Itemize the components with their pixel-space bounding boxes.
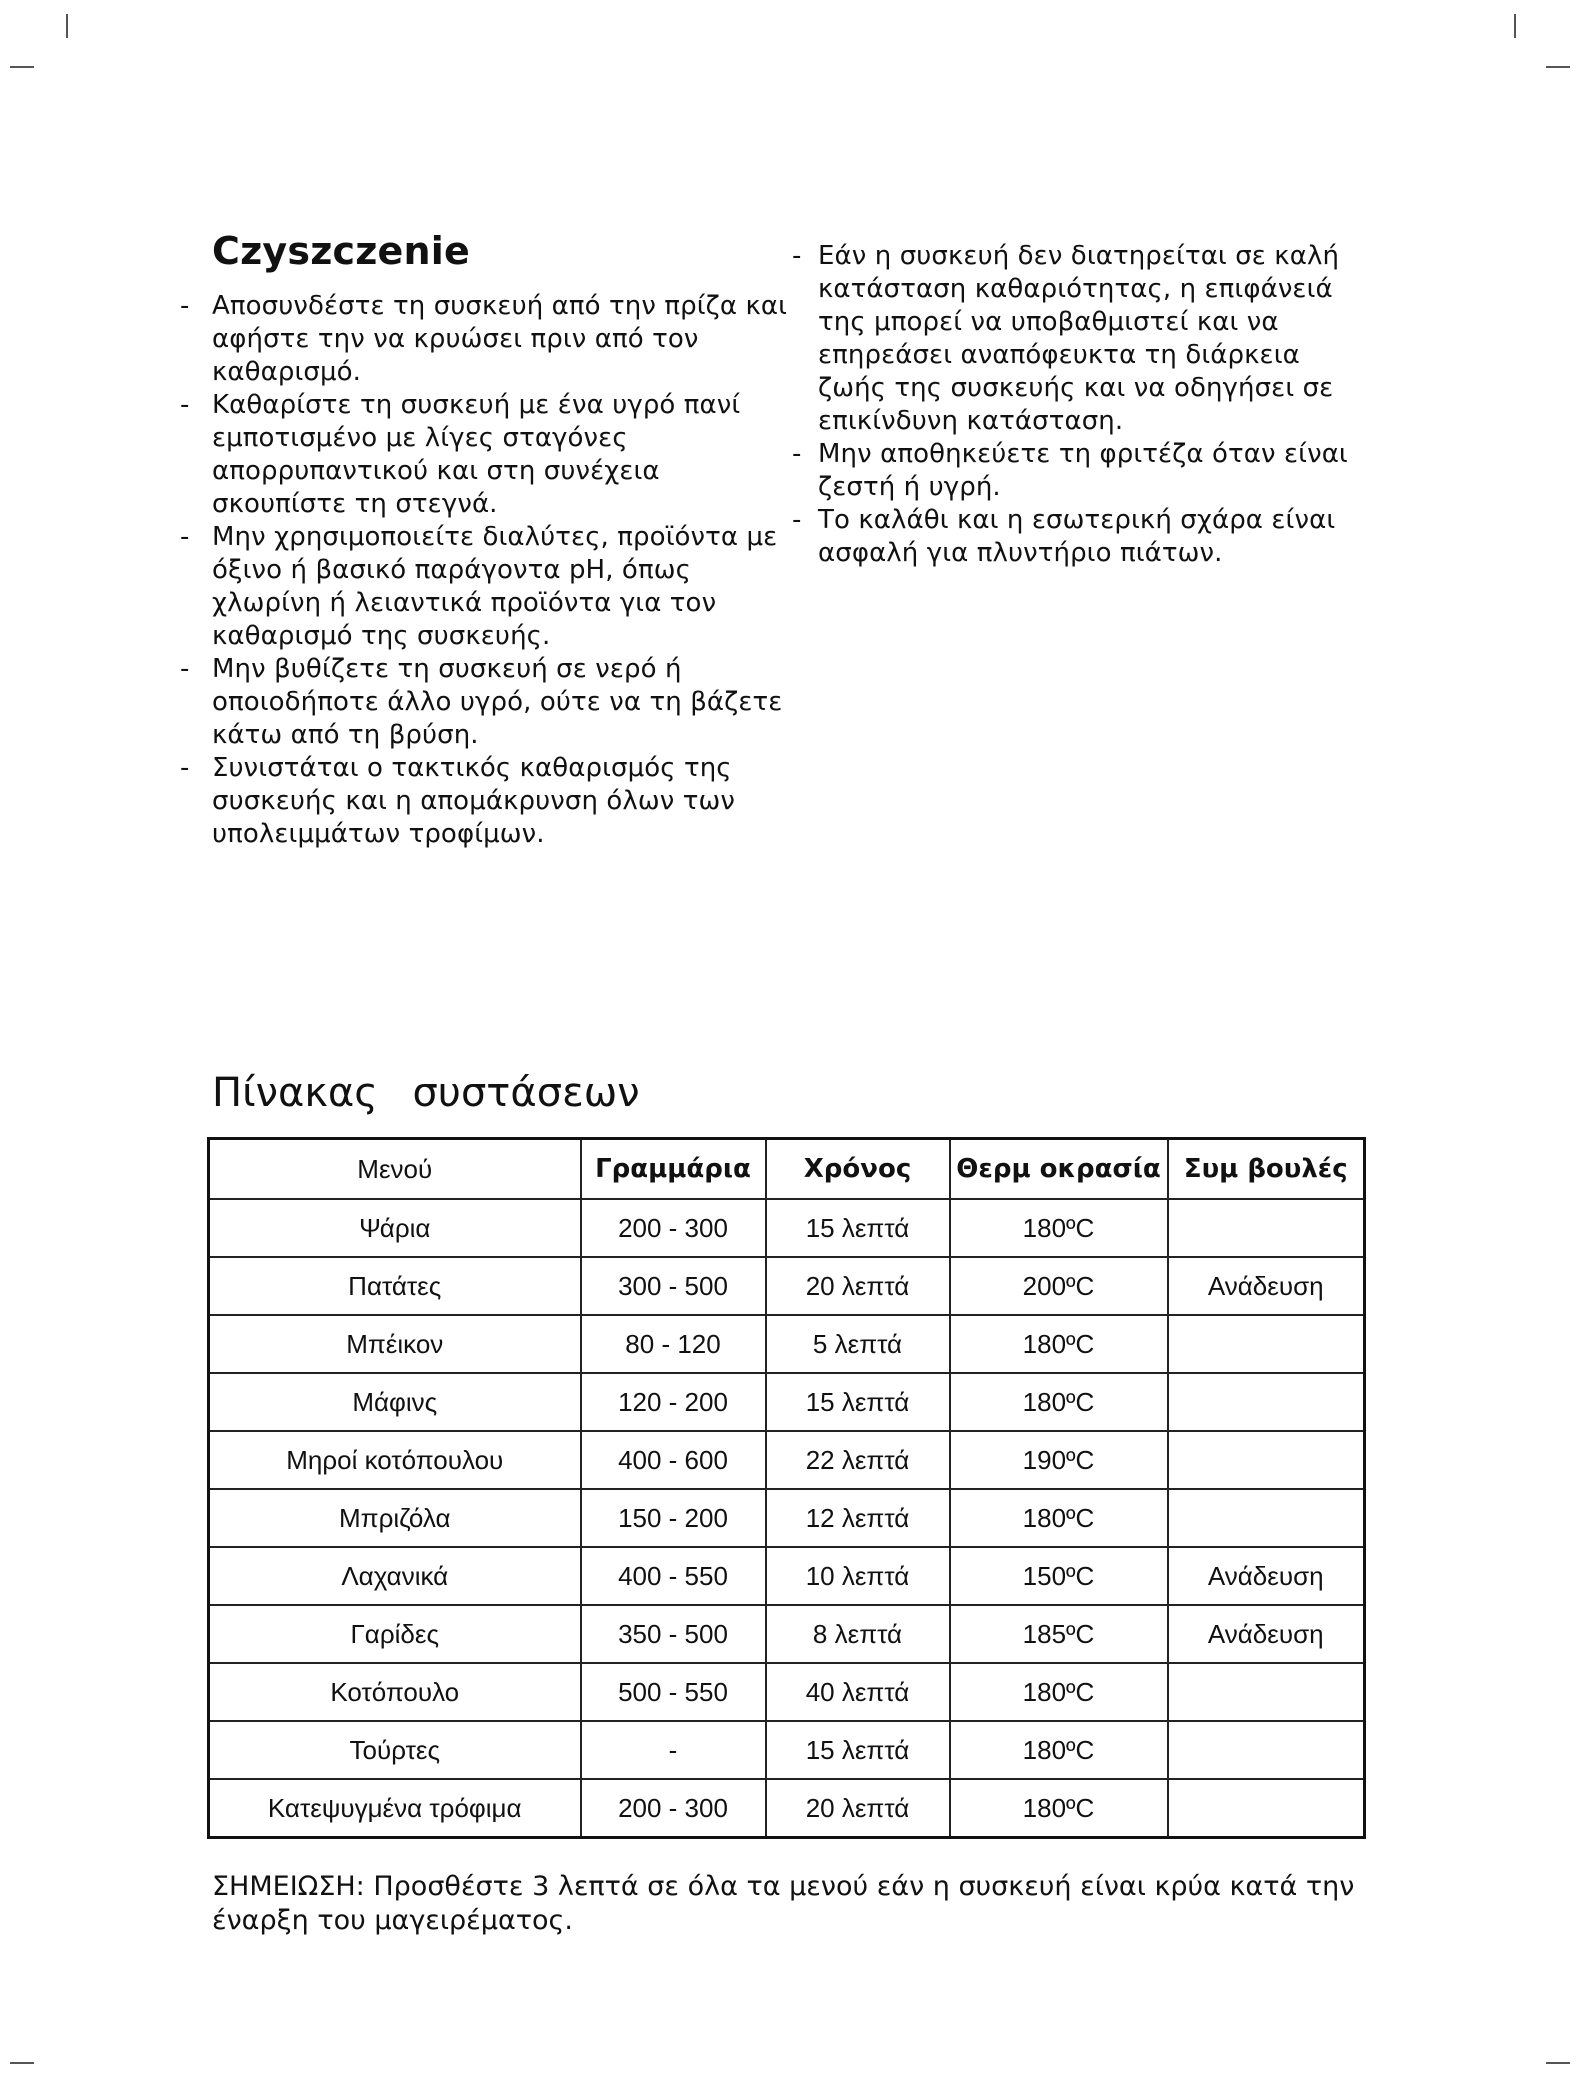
recommendations-table (207, 1137, 1366, 1839)
cell-temperature: 150ºC (950, 1547, 1168, 1605)
cell-temperature: 180ºC (950, 1373, 1168, 1431)
cell-tips (1168, 1431, 1365, 1489)
cleaning-list-left (180, 290, 790, 851)
header-time: Χρόνος (766, 1139, 950, 1200)
crop-mark-top-left-vertical (66, 14, 68, 38)
bullet-dash: - (180, 753, 190, 783)
table-row (209, 1779, 1365, 1838)
table-row (209, 1489, 1365, 1547)
list-item (180, 389, 790, 521)
list-item-text: Αποσυνδέστε τη συσκευή από την πρίζα και αφήστε την να κρυώσει πριν από τον καθαρισμό. (212, 291, 788, 387)
list-item-text: Μην βυθίζετε τη συσκευή σε νερό ή οποιοδήποτε άλλο υγρό, ούτε να τη βάζετε κάτω από τη βρύση. (212, 654, 783, 750)
cell-grams: 200 - 300 (581, 1199, 766, 1257)
cell-tips: Ανάδευση (1168, 1605, 1365, 1663)
cell-grams: 80 - 120 (581, 1315, 766, 1373)
cell-time: 20 λεπτά (766, 1257, 950, 1315)
table-row (209, 1605, 1365, 1663)
header-temperature: Θερμ οκρασία (950, 1139, 1168, 1200)
cell-grams: - (581, 1721, 766, 1779)
cell-tips (1168, 1315, 1365, 1373)
cell-menu: Γαρίδες (209, 1605, 581, 1663)
header-grams: Γραμμάρια (581, 1139, 766, 1200)
cell-time: 20 λεπτά (766, 1779, 950, 1838)
cell-time: 15 λεπτά (766, 1199, 950, 1257)
list-item-text: Εάν η συσκευή δεν διατηρείται σε καλή κατάσταση καθαριότητας, η επιφάνειά της μπορεί να υποβαθμιστεί και να επηρεάσει αναπόφευκτα τη διάρκεια ζωής της συσκευής και να οδηγήσει σε επικίνδυνη κατάσταση. (818, 241, 1340, 436)
cell-tips (1168, 1373, 1365, 1431)
table-row (209, 1663, 1365, 1721)
cell-time: 15 λεπτά (766, 1721, 950, 1779)
cell-temperature: 180ºC (950, 1199, 1168, 1257)
cell-menu: Πατάτες (209, 1257, 581, 1315)
cell-tips (1168, 1721, 1365, 1779)
cell-time: 5 λεπτά (766, 1315, 950, 1373)
bullet-dash: - (792, 439, 802, 469)
list-item (180, 290, 790, 389)
cell-tips (1168, 1779, 1365, 1838)
cell-time: 22 λεπτά (766, 1431, 950, 1489)
cell-menu: Ψάρια (209, 1199, 581, 1257)
bullet-dash: - (180, 522, 190, 552)
table-row (209, 1547, 1365, 1605)
cell-menu: Μπέικον (209, 1315, 581, 1373)
cell-menu: Κοτόπουλο (209, 1663, 581, 1721)
list-item (180, 521, 790, 653)
cell-temperature: 180ºC (950, 1779, 1168, 1838)
cell-menu: Μπριζόλα (209, 1489, 581, 1547)
table-row (209, 1721, 1365, 1779)
list-item-text: Μην αποθηκεύετε τη φριτέζα όταν είναι ζεστή ή υγρή. (818, 439, 1348, 502)
cell-temperature: 190ºC (950, 1431, 1168, 1489)
table-row (209, 1431, 1365, 1489)
cell-temperature: 180ºC (950, 1315, 1168, 1373)
bullet-dash: - (792, 505, 802, 535)
cell-menu: Λαχανικά (209, 1547, 581, 1605)
table-row (209, 1257, 1365, 1315)
list-item (180, 653, 790, 752)
cell-grams: 120 - 200 (581, 1373, 766, 1431)
cell-menu: Μηροί κοτόπουλου (209, 1431, 581, 1489)
cell-grams: 400 - 550 (581, 1547, 766, 1605)
list-item (792, 504, 1372, 570)
cell-tips (1168, 1489, 1365, 1547)
list-item (792, 438, 1372, 504)
cell-tips (1168, 1663, 1365, 1721)
table-row (209, 1199, 1365, 1257)
header-menu: Μενού (209, 1139, 581, 1200)
cleaning-list-right (792, 240, 1372, 570)
list-item-text: Συνιστάται ο τακτικός καθαρισμός της συσκευής και η απομάκρυνση όλων των υπολειμμάτων τροφίμων. (212, 753, 735, 849)
cell-time: 8 λεπτά (766, 1605, 950, 1663)
cell-menu: Μάφινς (209, 1373, 581, 1431)
note-text: ΣΗΜΕΙΩΣΗ: Προσθέστε 3 λεπτά σε όλα τα μενού εάν η συσκευή είναι κρύα κατά την έναρξη του μαγειρέματος. (212, 1871, 1355, 1936)
crop-mark-bottom-left-horizontal (10, 2062, 34, 2064)
crop-mark-top-left-horizontal (10, 66, 34, 68)
cell-grams: 350 - 500 (581, 1605, 766, 1663)
cell-tips: Ανάδευση (1168, 1547, 1365, 1605)
cell-temperature: 180ºC (950, 1663, 1168, 1721)
cell-tips: Ανάδευση (1168, 1257, 1365, 1315)
table-header-row (209, 1139, 1365, 1200)
recommendations-title: Πίνακας συστάσεων (212, 1070, 640, 1116)
list-item-text: Καθαρίστε τη συσκευή με ένα υγρό πανί εμποτισμένο με λίγες σταγόνες απορρυπαντικού και στη συνέχεια σκουπίστε τη στεγνά. (212, 390, 741, 519)
table-row (209, 1315, 1365, 1373)
cell-grams: 500 - 550 (581, 1663, 766, 1721)
bullet-dash: - (792, 241, 802, 271)
cell-grams: 150 - 200 (581, 1489, 766, 1547)
cell-menu: Κατεψυγμένα τρόφιμα (209, 1779, 581, 1838)
list-item-text: Μην χρησιμοποιείτε διαλύτες, προϊόντα με όξινο ή βασικό παράγοντα pH, όπως χλωρίνη ή λειαντικά προϊόντα για τον καθαρισμό της συσκευής. (212, 522, 778, 651)
crop-mark-top-right-vertical (1514, 14, 1516, 38)
table-row (209, 1373, 1365, 1431)
cell-temperature: 180ºC (950, 1721, 1168, 1779)
cell-temperature: 185ºC (950, 1605, 1168, 1663)
cell-grams: 200 - 300 (581, 1779, 766, 1838)
cell-temperature: 180ºC (950, 1489, 1168, 1547)
bullet-dash: - (180, 654, 190, 684)
bullet-dash: - (180, 291, 190, 321)
bullet-dash: - (180, 390, 190, 420)
cell-temperature: 200ºC (950, 1257, 1168, 1315)
header-tips: Συμ βουλές (1168, 1139, 1365, 1200)
cell-time: 15 λεπτά (766, 1373, 950, 1431)
list-item (180, 752, 790, 851)
cell-tips (1168, 1199, 1365, 1257)
cell-time: 12 λεπτά (766, 1489, 950, 1547)
list-item (792, 240, 1372, 438)
cell-menu: Τούρτες (209, 1721, 581, 1779)
list-item-text: Το καλάθι και η εσωτερική σχάρα είναι ασφαλή για πλυντήριο πιάτων. (818, 505, 1336, 568)
cell-time: 40 λεπτά (766, 1663, 950, 1721)
cell-grams: 300 - 500 (581, 1257, 766, 1315)
cleaning-title: Czyszczenie (212, 229, 470, 273)
crop-mark-top-right-horizontal (1546, 66, 1570, 68)
cell-time: 10 λεπτά (766, 1547, 950, 1605)
crop-mark-bottom-right-horizontal (1546, 2062, 1570, 2064)
cell-grams: 400 - 600 (581, 1431, 766, 1489)
